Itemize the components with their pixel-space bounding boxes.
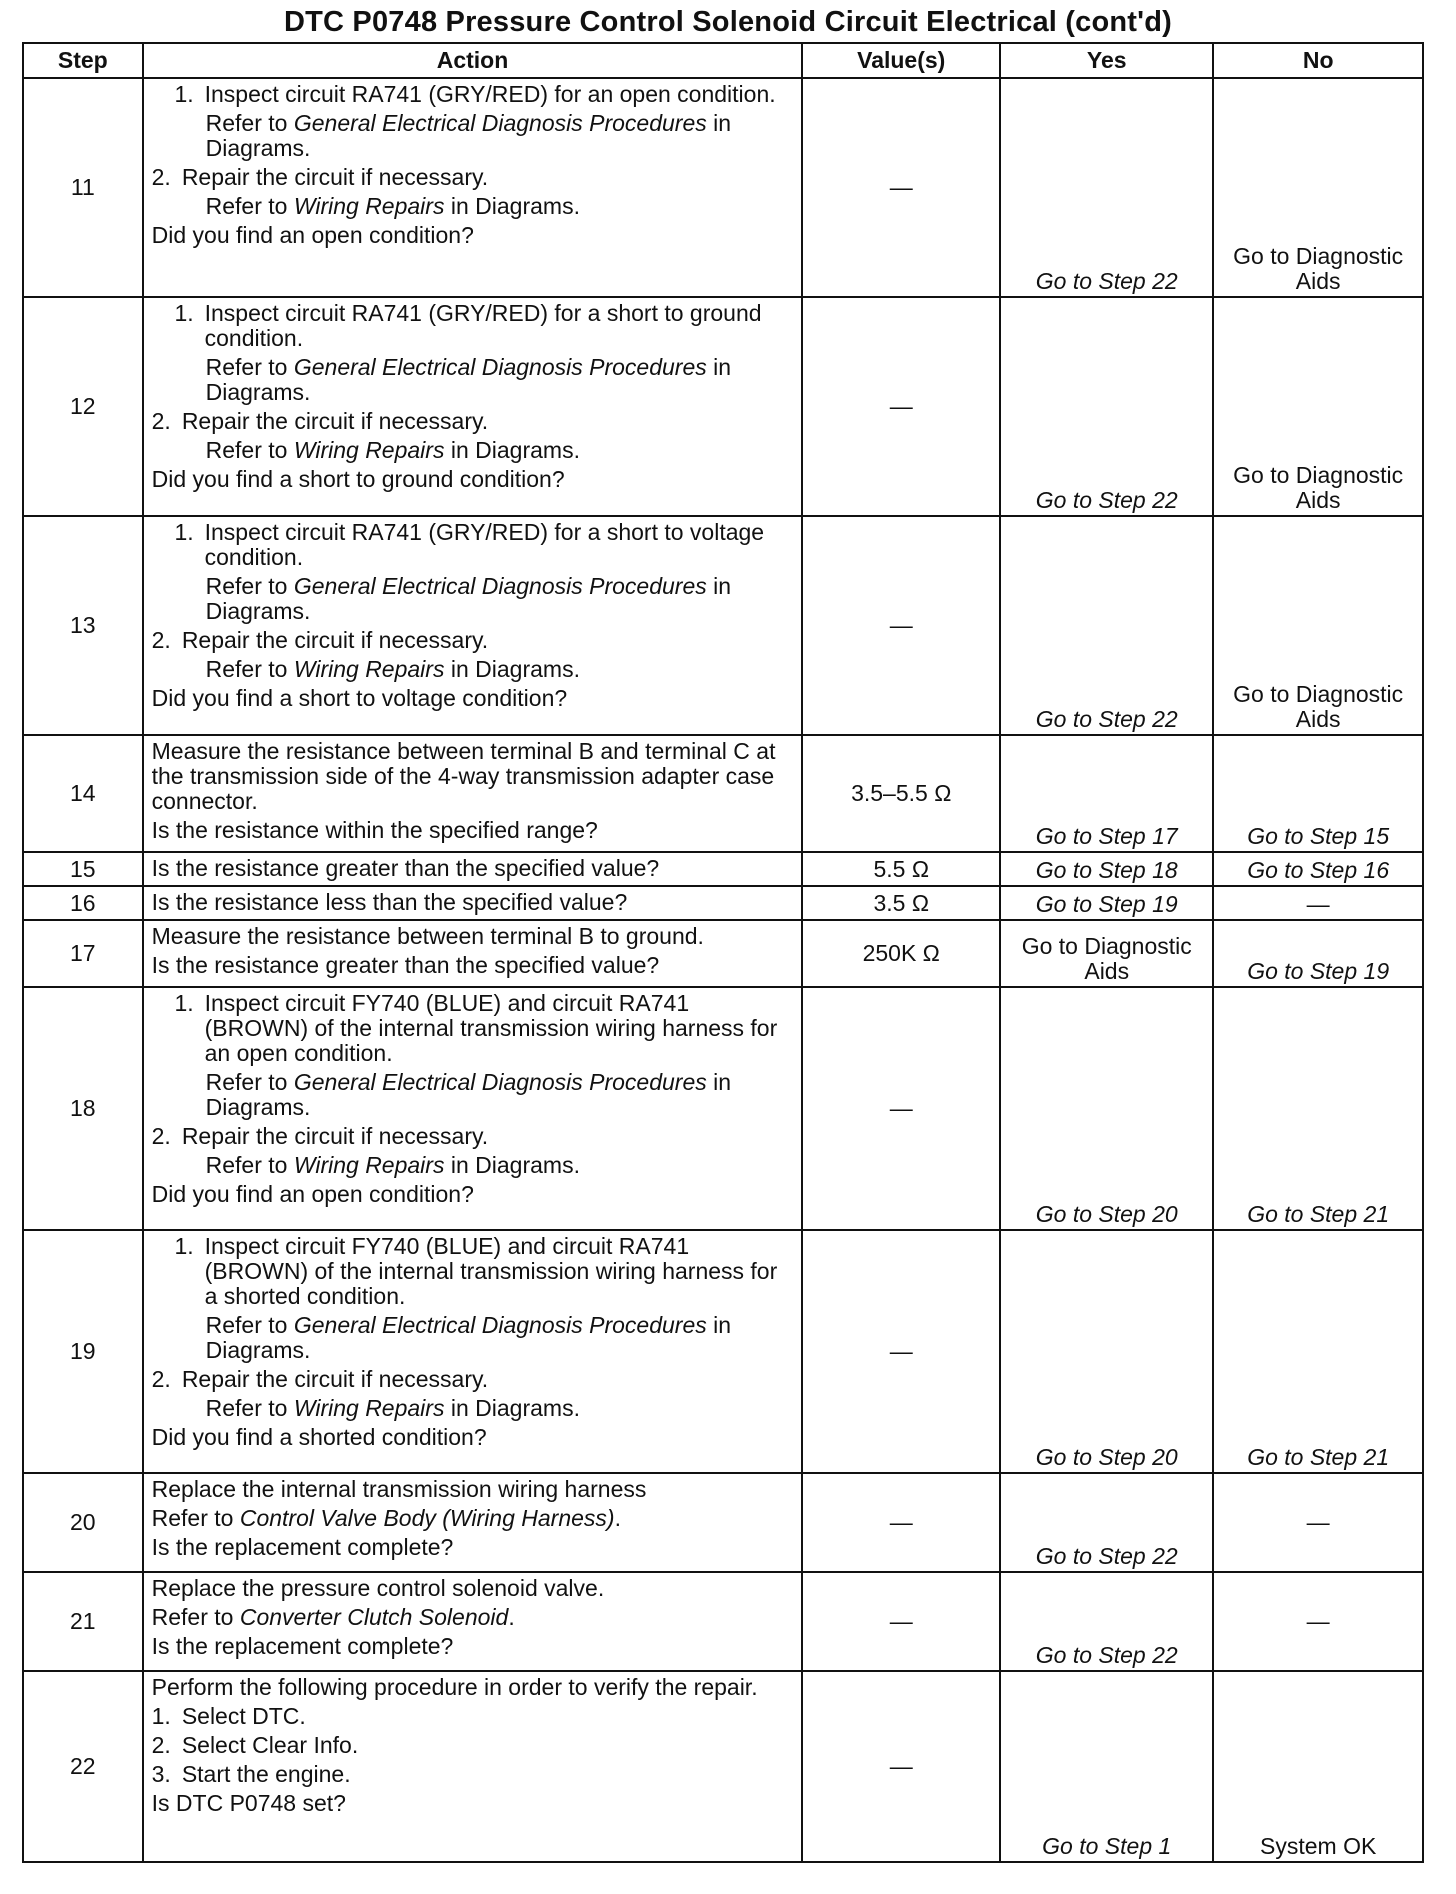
action-question: Did you find an open condition? <box>151 1181 474 1207</box>
reference-text: Refer to General Electrical Diagnosis Procedures in Diagrams. <box>205 110 732 161</box>
item-number: 1. <box>174 300 194 326</box>
no-cell: Go to Step 15 <box>1213 735 1423 852</box>
yes-cell: Go to Diagnostic Aids <box>1000 920 1213 987</box>
header-no: No <box>1213 43 1423 78</box>
action-item: Repair the circuit if necessary. <box>181 1123 489 1149</box>
yes-cell: Go to Step 22 <box>1000 1572 1213 1671</box>
diagnostic-table <box>22 42 1424 1863</box>
yes-cell: Go to Step 20 <box>1000 987 1213 1230</box>
value-cell: — <box>802 297 1000 516</box>
action-question: Is DTC P0748 set? <box>151 1790 346 1816</box>
step-number: 14 <box>23 735 143 852</box>
reference-text: Refer to Wiring Repairs in Diagrams. <box>205 1395 580 1421</box>
header-row <box>23 43 1423 78</box>
action-item: Repair the circuit if necessary. <box>181 408 489 434</box>
step-number: 13 <box>23 516 143 735</box>
value-cell: 3.5–5.5 Ω <box>802 735 1000 852</box>
header-action: Action <box>143 43 803 78</box>
item-number: 1. <box>174 81 194 107</box>
header-yes: Yes <box>1000 43 1213 78</box>
action-cell <box>143 1671 803 1862</box>
action-item: Inspect circuit RA741 (GRY/RED) for an open condition. <box>204 81 776 107</box>
step-number: 20 <box>23 1473 143 1572</box>
no-cell: Go to Step 21 <box>1213 1230 1423 1473</box>
action-text: Measure the resistance between terminal B and terminal C at the transmission side of the 4-way transmission adapter case connector. <box>151 738 776 814</box>
item-number: 2. <box>151 1366 171 1392</box>
table-row <box>23 1572 1423 1671</box>
table-row <box>23 852 1423 886</box>
action-item: Inspect circuit FY740 (BLUE) and circuit RA741 (BROWN) of the internal transmission wiring harness for an open condition. <box>204 990 778 1066</box>
action-cell <box>143 516 803 735</box>
action-text: Measure the resistance between terminal B to ground. <box>151 923 704 949</box>
step-number: 17 <box>23 920 143 987</box>
table-row <box>23 886 1423 920</box>
action-item: Select DTC. <box>181 1703 306 1729</box>
table-row <box>23 1473 1423 1572</box>
item-number: 2. <box>151 1732 171 1758</box>
action-question: Is the replacement complete? <box>151 1534 454 1560</box>
item-number: 1. <box>174 990 194 1016</box>
action-cell <box>143 886 803 920</box>
reference-link: General Electrical Diagnosis Procedures <box>293 1312 707 1338</box>
no-cell: Go to Step 16 <box>1213 852 1423 886</box>
value-cell: — <box>802 1572 1000 1671</box>
yes-cell: Go to Step 22 <box>1000 297 1213 516</box>
step-number: 19 <box>23 1230 143 1473</box>
action-cell <box>143 78 803 297</box>
table-row <box>23 920 1423 987</box>
reference-link: General Electrical Diagnosis Procedures <box>293 110 707 136</box>
value-cell: — <box>802 78 1000 297</box>
reference-text: Refer to General Electrical Diagnosis Procedures in Diagrams. <box>205 1312 732 1363</box>
reference-link: General Electrical Diagnosis Procedures <box>293 573 707 599</box>
step-number: 22 <box>23 1671 143 1862</box>
table-row <box>23 1230 1423 1473</box>
value-cell: — <box>802 1473 1000 1572</box>
yes-cell: Go to Step 1 <box>1000 1671 1213 1862</box>
no-cell: Go to Step 19 <box>1213 920 1423 987</box>
reference-link: Control Valve Body (Wiring Harness) <box>239 1505 615 1531</box>
value-cell: 250K Ω <box>802 920 1000 987</box>
no-cell: Go to Diagnostic Aids <box>1213 297 1423 516</box>
reference-link: Converter Clutch Solenoid <box>239 1604 509 1630</box>
yes-cell: Go to Step 20 <box>1000 1230 1213 1473</box>
action-cell <box>143 297 803 516</box>
action-question: Is the resistance less than the specified value? <box>151 889 628 915</box>
reference-text: Refer to Converter Clutch Solenoid. <box>151 1604 515 1630</box>
reference-text: Refer to Wiring Repairs in Diagrams. <box>205 437 580 463</box>
action-question: Did you find a short to voltage condition? <box>151 685 568 711</box>
yes-cell: Go to Step 22 <box>1000 78 1213 297</box>
item-number: 2. <box>151 164 171 190</box>
reference-text: Refer to Control Valve Body (Wiring Harness). <box>151 1505 621 1531</box>
action-question: Did you find a short to ground condition? <box>151 466 565 492</box>
item-number: 1. <box>174 519 194 545</box>
action-question: Is the resistance greater than the specified value? <box>151 855 660 881</box>
action-question: Is the replacement complete? <box>151 1633 454 1659</box>
action-text: Perform the following procedure in order to verify the repair. <box>151 1674 758 1700</box>
action-cell <box>143 1572 803 1671</box>
header-step: Step <box>23 43 143 78</box>
reference-link: Wiring Repairs <box>293 193 445 219</box>
header-value: Value(s) <box>802 43 1000 78</box>
reference-link: Wiring Repairs <box>293 1395 445 1421</box>
action-item: Inspect circuit RA741 (GRY/RED) for a short to ground condition. <box>204 300 762 351</box>
reference-link: Wiring Repairs <box>293 656 445 682</box>
reference-link: General Electrical Diagnosis Procedures <box>293 354 707 380</box>
yes-cell: Go to Step 22 <box>1000 516 1213 735</box>
no-cell: — <box>1213 1473 1423 1572</box>
value-cell: — <box>802 987 1000 1230</box>
reference-text: Refer to Wiring Repairs in Diagrams. <box>205 193 580 219</box>
no-cell: System OK <box>1213 1671 1423 1862</box>
action-question: Did you find a shorted condition? <box>151 1424 487 1450</box>
action-cell <box>143 920 803 987</box>
no-cell: — <box>1213 886 1423 920</box>
value-cell: 3.5 Ω <box>802 886 1000 920</box>
value-cell: 5.5 Ω <box>802 852 1000 886</box>
action-item: Repair the circuit if necessary. <box>181 164 489 190</box>
reference-text: Refer to General Electrical Diagnosis Procedures in Diagrams. <box>205 1069 732 1120</box>
table-row <box>23 78 1423 297</box>
item-number: 2. <box>151 627 171 653</box>
table-row <box>23 735 1423 852</box>
no-cell: Go to Diagnostic Aids <box>1213 516 1423 735</box>
action-cell <box>143 987 803 1230</box>
item-number: 1. <box>151 1703 171 1729</box>
action-item: Repair the circuit if necessary. <box>181 1366 489 1392</box>
step-number: 11 <box>23 78 143 297</box>
yes-cell: Go to Step 19 <box>1000 886 1213 920</box>
value-cell: — <box>802 1671 1000 1862</box>
action-question: Did you find an open condition? <box>151 222 474 248</box>
no-cell: Go to Diagnostic Aids <box>1213 78 1423 297</box>
action-item: Inspect circuit FY740 (BLUE) and circuit RA741 (BROWN) of the internal transmission wiring harness for a shorted condition. <box>204 1233 778 1309</box>
yes-cell: Go to Step 17 <box>1000 735 1213 852</box>
value-cell: — <box>802 516 1000 735</box>
reference-link: Wiring Repairs <box>293 437 445 463</box>
reference-link: General Electrical Diagnosis Procedures <box>293 1069 707 1095</box>
reference-link: Wiring Repairs <box>293 1152 445 1178</box>
step-number: 16 <box>23 886 143 920</box>
action-text: Replace the internal transmission wiring harness <box>151 1476 647 1502</box>
reference-text: Refer to Wiring Repairs in Diagrams. <box>205 656 580 682</box>
action-item: Repair the circuit if necessary. <box>181 627 489 653</box>
no-cell: Go to Step 21 <box>1213 987 1423 1230</box>
page-title: DTC P0748 Pressure Control Solenoid Circuit Electrical (cont'd) <box>283 6 1173 38</box>
reference-text: Refer to General Electrical Diagnosis Procedures in Diagrams. <box>205 573 732 624</box>
action-cell <box>143 735 803 852</box>
step-number: 15 <box>23 852 143 886</box>
item-number: 2. <box>151 1123 171 1149</box>
item-number: 1. <box>174 1233 194 1259</box>
action-item: Start the engine. <box>181 1761 351 1787</box>
action-text: Replace the pressure control solenoid valve. <box>151 1575 605 1601</box>
action-item: Select Clear Info. <box>181 1732 359 1758</box>
table-row <box>23 297 1423 516</box>
step-number: 21 <box>23 1572 143 1671</box>
yes-cell: Go to Step 18 <box>1000 852 1213 886</box>
value-cell: — <box>802 1230 1000 1473</box>
action-cell <box>143 852 803 886</box>
table-row <box>23 516 1423 735</box>
item-number: 2. <box>151 408 171 434</box>
action-question: Is the resistance within the specified range? <box>151 817 598 843</box>
table-row <box>23 987 1423 1230</box>
action-question: Is the resistance greater than the specified value? <box>151 952 660 978</box>
step-number: 18 <box>23 987 143 1230</box>
action-item: Inspect circuit RA741 (GRY/RED) for a short to voltage condition. <box>204 519 765 570</box>
step-number: 12 <box>23 297 143 516</box>
action-cell <box>143 1473 803 1572</box>
action-cell <box>143 1230 803 1473</box>
table-row <box>23 1671 1423 1862</box>
reference-text: Refer to Wiring Repairs in Diagrams. <box>205 1152 580 1178</box>
yes-cell: Go to Step 22 <box>1000 1473 1213 1572</box>
item-number: 3. <box>151 1761 171 1787</box>
reference-text: Refer to General Electrical Diagnosis Procedures in Diagrams. <box>205 354 732 405</box>
no-cell: — <box>1213 1572 1423 1671</box>
